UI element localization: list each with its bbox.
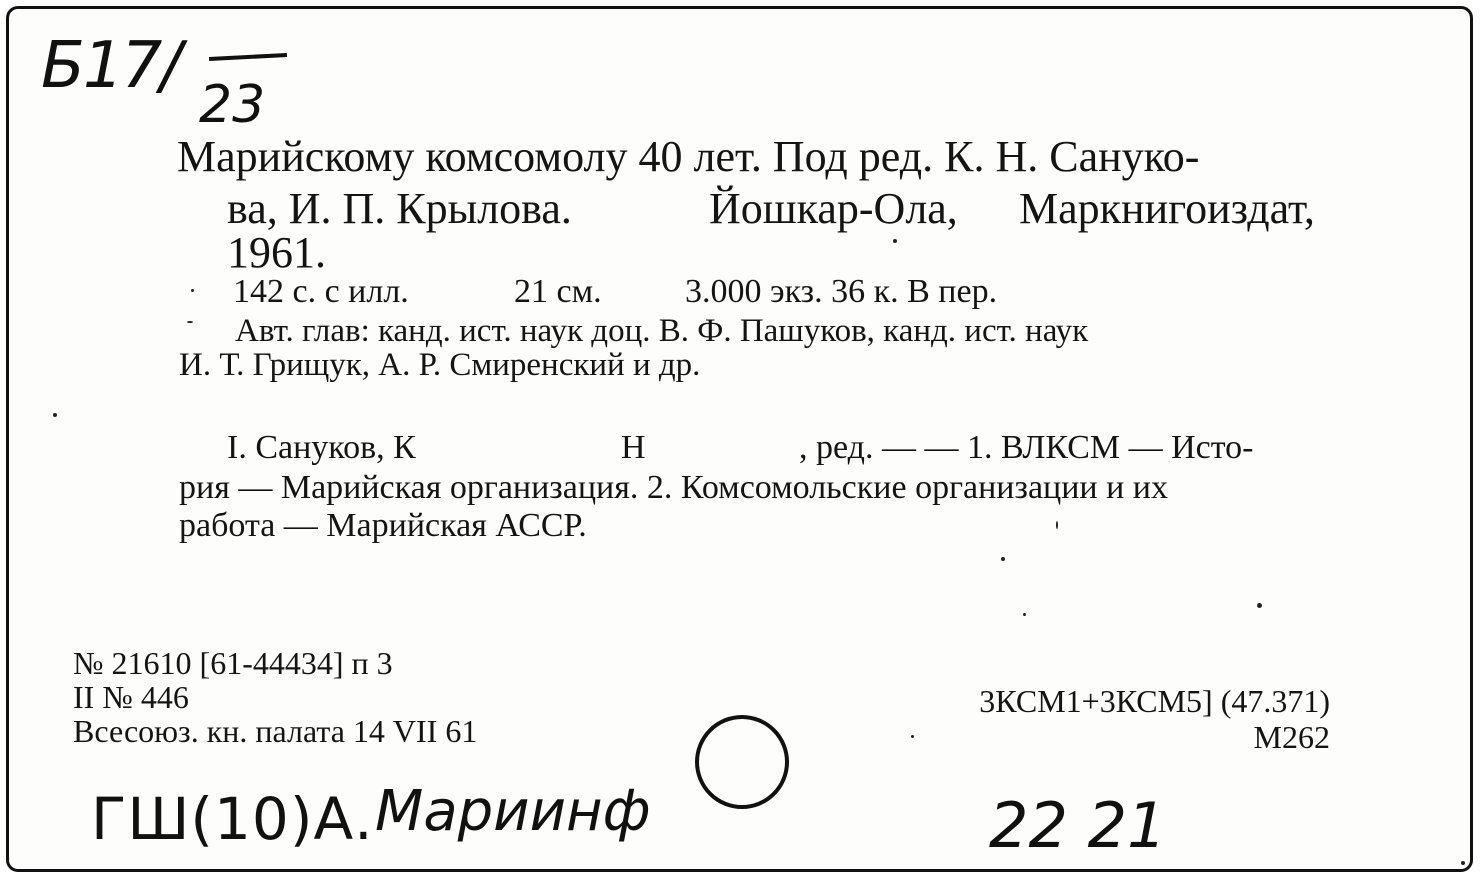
shelf-mark-fraction-bar — [209, 53, 287, 61]
speck — [1001, 557, 1005, 561]
shelf-mark-number: 23 — [199, 75, 266, 135]
speck — [1056, 521, 1058, 529]
title-line-2-publisher: Маркнигоиздат, — [1019, 184, 1315, 233]
note-line-2: И. Т. Грищук, А. Р. Смиренский и др. — [179, 347, 701, 383]
subject-line-3: работа — Марийская АССР. — [179, 507, 587, 544]
speck — [187, 321, 193, 323]
speck — [911, 735, 914, 738]
title-line-1: Марийскому комсомолу 40 лет. Под ред. К. Н. Сануко- — [177, 132, 1200, 181]
physical-run-price: 3.000 экз. 36 к. В пер. — [685, 273, 998, 310]
title-line-2-place: Йошкар-Ола, — [709, 184, 958, 233]
physical-size: 21 см. — [514, 273, 602, 310]
catalog-card — [6, 6, 1473, 872]
subject-line-2: рия — Марийская организация. 2. Комсомольские организации и их — [179, 469, 1169, 506]
speck — [893, 239, 897, 243]
classification-index: 3КСМ1+3КСМ5] (47.371) — [979, 683, 1330, 719]
author-mark: М262 — [1253, 719, 1330, 755]
subject-line-1c: , ред. — — 1. ВЛКСМ — Исто- — [799, 429, 1254, 466]
speck — [191, 289, 194, 292]
handwritten-number: 22 21 — [989, 789, 1167, 862]
registration-line-1: № 21610 [61-44434] п 3 — [73, 645, 393, 681]
speck — [1257, 603, 1262, 608]
title-line-3-year: 1961. — [227, 228, 326, 277]
speck — [1023, 613, 1026, 616]
note-line-1: Авт. глав: канд. ист. наук доц. В. Ф. Пашуков, канд. ист. наук — [235, 313, 1089, 349]
speck — [53, 413, 57, 417]
registration-line-2: II № 446 — [73, 679, 189, 715]
physical-pages: 142 с. с илл. — [233, 273, 409, 310]
subject-line-1b: Н — [621, 429, 646, 466]
registration-line-3: Всесоюз. кн. палата 14 VII 61 — [73, 713, 478, 749]
handwritten-location-code: ГШ(10)А. — [91, 785, 374, 853]
stamp-circle — [695, 715, 789, 809]
title-line-2-authors: ва, И. П. Крылова. — [227, 184, 572, 233]
shelf-mark-code: Б17/ — [41, 29, 180, 103]
subject-line-1a: I. Сануков, К — [227, 429, 416, 466]
handwritten-signature: Мариинф — [375, 779, 651, 844]
speck — [1461, 861, 1465, 865]
